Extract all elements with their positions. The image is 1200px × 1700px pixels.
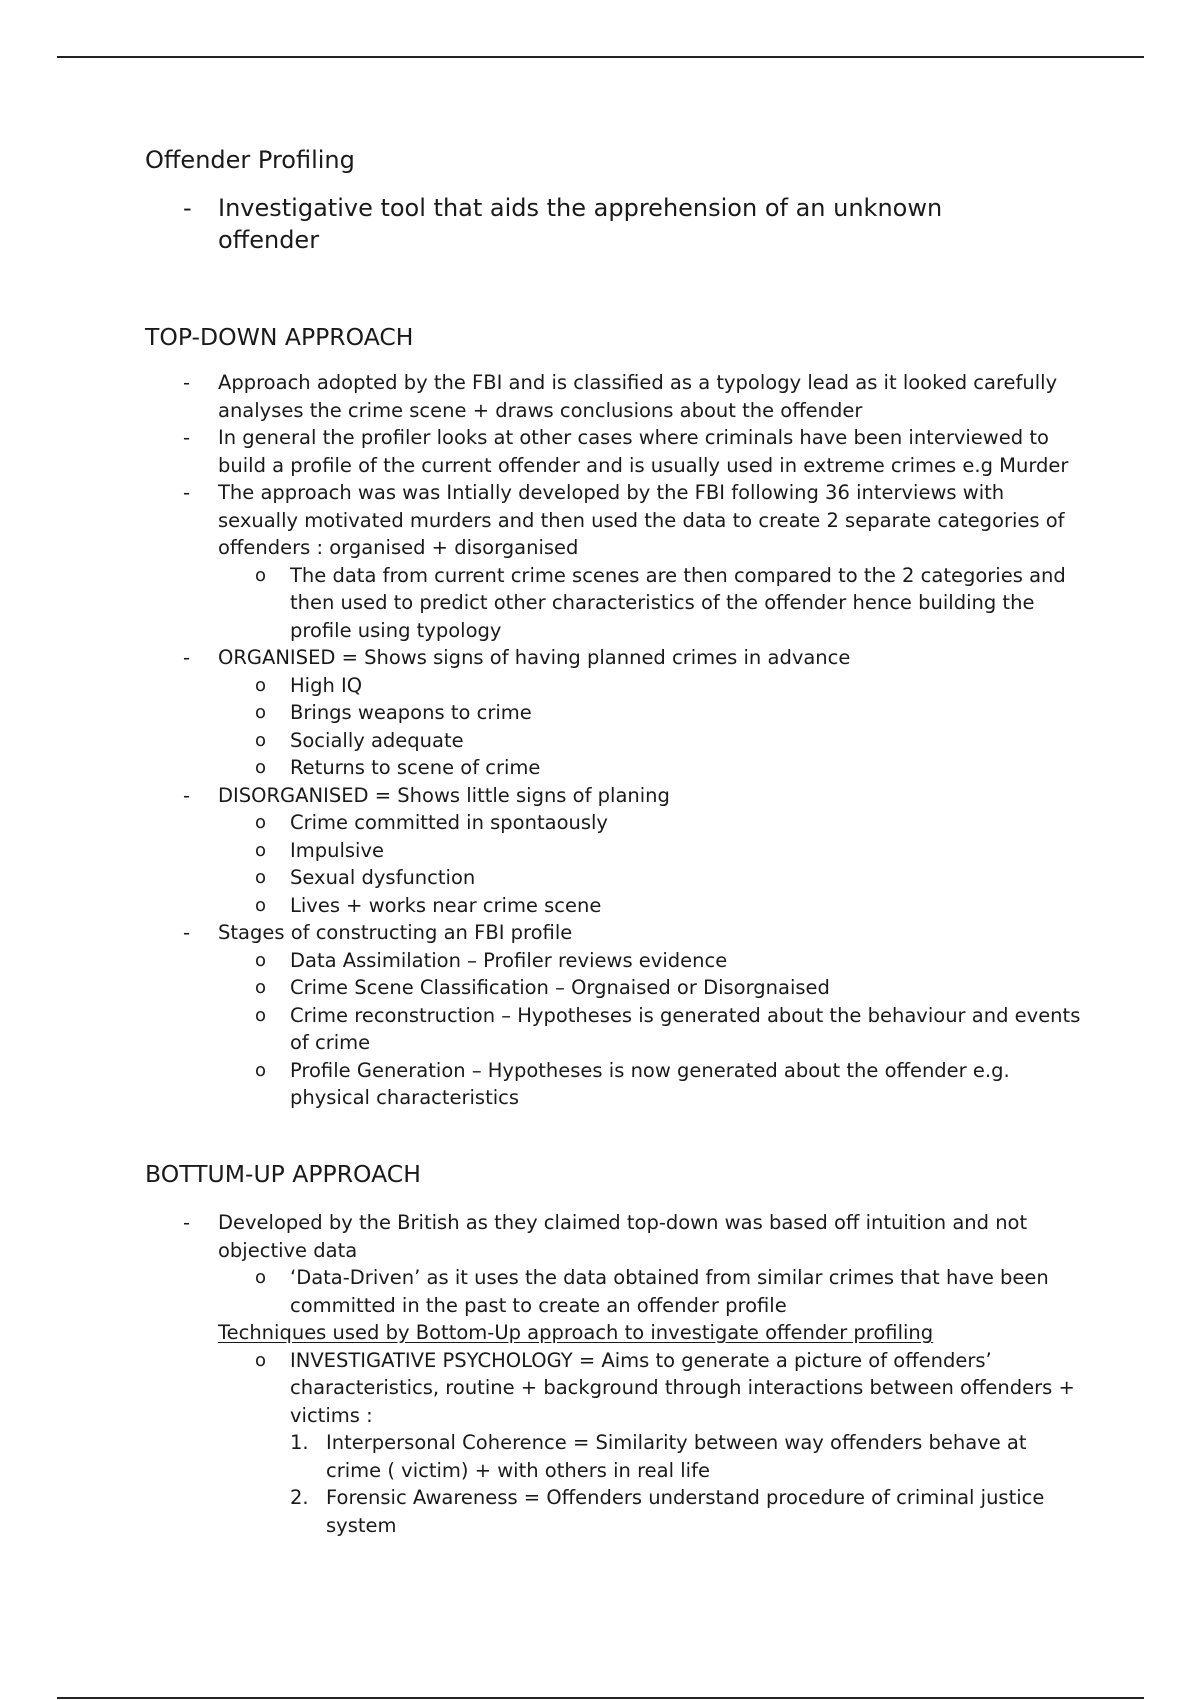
sub-item xyxy=(255,754,1083,782)
techniques-subheading: Techniques used by Bottom-Up approach to investigate offender profiling xyxy=(218,1321,934,1344)
bottom-up-list xyxy=(183,1209,1083,1539)
sub-item xyxy=(255,892,1083,920)
circle-bullet: o xyxy=(255,1004,267,1026)
sub-item xyxy=(255,1057,1083,1112)
dash-bullet: - xyxy=(183,646,191,669)
list-item-text: In general the profiler looks at other cases where criminals have been interviewed to build a profile of the current offender and is usually used in extreme crimes e.g Murder xyxy=(218,426,1069,477)
circle-bullet: o xyxy=(255,1349,267,1371)
sub-item xyxy=(255,562,1083,645)
numbered-item xyxy=(290,1484,1083,1539)
dash-bullet: - xyxy=(183,783,191,807)
sub-item-text: Crime committed in spontaously xyxy=(290,811,608,834)
sub-item-text: INVESTIGATIVE PSYCHOLOGY = Aims to generate a picture of offenders’ characteristics, routine + background through interactions between offenders + victims : xyxy=(290,1348,1075,1427)
dash-bullet: - xyxy=(183,426,191,449)
sub-item xyxy=(255,727,1083,755)
list-item-disorganised xyxy=(183,782,1083,810)
circle-bullet: o xyxy=(255,702,267,723)
circle-bullet: o xyxy=(255,949,267,971)
list-item-text: Stages of constructing an FBI profile xyxy=(218,921,573,944)
dash-bullet: - xyxy=(183,371,191,394)
sub-item xyxy=(255,947,1083,975)
intro-item xyxy=(183,192,983,256)
sub-item-text: Returns to scene of crime xyxy=(290,756,541,779)
list-item xyxy=(183,424,1083,479)
sub-item xyxy=(255,1347,1083,1430)
circle-bullet: o xyxy=(255,564,267,586)
bottom-rule xyxy=(57,1697,1144,1699)
item-number: 2. xyxy=(290,1486,309,1509)
dash-bullet: - xyxy=(183,921,191,944)
sub-item xyxy=(255,672,1083,700)
dash-bullet: - xyxy=(183,1211,191,1234)
list-item xyxy=(183,369,1083,424)
list-item xyxy=(183,479,1083,562)
numbered-item-text: Interpersonal Coherence = Similarity between way offenders behave at crime ( victim) + with others in real life xyxy=(326,1431,1027,1482)
sub-item-text: Sexual dysfunction xyxy=(290,866,476,889)
numbered-item-text: Forensic Awareness = Offenders understand procedure of criminal justice system xyxy=(326,1486,1045,1537)
item-number: 1. xyxy=(290,1431,309,1454)
sub-item xyxy=(255,699,1083,727)
circle-bullet: o xyxy=(255,977,267,998)
page-title: Offender Profiling xyxy=(145,146,355,174)
sub-item-text: The data from current crime scenes are then compared to the 2 categories and then used to predict other characteristics of the offender hence building the profile using typology xyxy=(290,563,1066,642)
numbered-item xyxy=(290,1429,1083,1484)
list-item-organised xyxy=(183,644,1083,672)
sub-item-text: Brings weapons to crime xyxy=(290,701,532,724)
sub-item-text: Lives + works near crime scene xyxy=(290,893,602,917)
top-down-list xyxy=(183,369,1083,1112)
circle-bullet: o xyxy=(255,812,267,833)
sub-item-text: Crime Scene Classification – Orgnaised or Disorgnaised xyxy=(290,976,830,999)
sub-item-text: Profile Generation – Hypotheses is now generated about the offender e.g. physical characteristics xyxy=(290,1058,1010,1109)
circle-bullet: o xyxy=(255,674,267,696)
sub-item-text: Data Assimilation – Profiler reviews evidence xyxy=(290,948,728,972)
sub-item xyxy=(255,837,1083,865)
sub-item xyxy=(255,974,1083,1002)
sub-item xyxy=(255,1002,1083,1057)
circle-bullet: o xyxy=(255,867,267,888)
sub-item-text: ‘Data-Driven’ as it uses the data obtained from similar crimes that have been committed in the past to create an offender profile xyxy=(290,1266,1049,1317)
top-down-heading: TOP-DOWN APPROACH xyxy=(145,323,414,351)
circle-bullet: o xyxy=(255,839,267,861)
sub-item-text: High IQ xyxy=(290,673,363,697)
list-item-text: Developed by the British as they claimed top-down was based off intuition and not objective data xyxy=(218,1211,1028,1262)
bottom-up-heading: BOTTUM-UP APPROACH xyxy=(145,1160,421,1188)
dash-bullet: - xyxy=(183,194,192,222)
circle-bullet: o xyxy=(255,757,267,778)
list-item-text: DISORGANISED = Shows little signs of planing xyxy=(218,783,670,807)
sub-item-text: Socially adequate xyxy=(290,728,464,752)
circle-bullet: o xyxy=(255,1059,267,1081)
list-item xyxy=(183,1209,1083,1264)
list-item-stages xyxy=(183,919,1083,947)
circle-bullet: o xyxy=(255,729,267,751)
sub-item-text: Impulsive xyxy=(290,838,385,862)
circle-bullet: o xyxy=(255,1267,267,1288)
dash-bullet: - xyxy=(183,481,191,504)
sub-item xyxy=(255,864,1083,892)
sub-item xyxy=(255,1264,1083,1319)
sub-item xyxy=(255,809,1083,837)
sub-item-text: Crime reconstruction – Hypotheses is generated about the behaviour and events of crime xyxy=(290,1003,1081,1054)
circle-bullet: o xyxy=(255,894,267,916)
top-rule xyxy=(57,56,1144,58)
list-item-text: Approach adopted by the FBI and is classified as a typology lead as it looked carefully analyses the crime scene + draws conclusions about the offender xyxy=(218,371,1058,422)
list-item-text: ORGANISED = Shows signs of having planned crimes in advance xyxy=(218,646,851,669)
list-item-text: The approach was was Intially developed by the FBI following 36 interviews with sexually motivated murders and then used the data to create 2 separate categories of offenders : organised + disorganised xyxy=(218,481,1065,559)
intro-text: Investigative tool that aids the apprehension of an unknown offender xyxy=(218,194,943,254)
